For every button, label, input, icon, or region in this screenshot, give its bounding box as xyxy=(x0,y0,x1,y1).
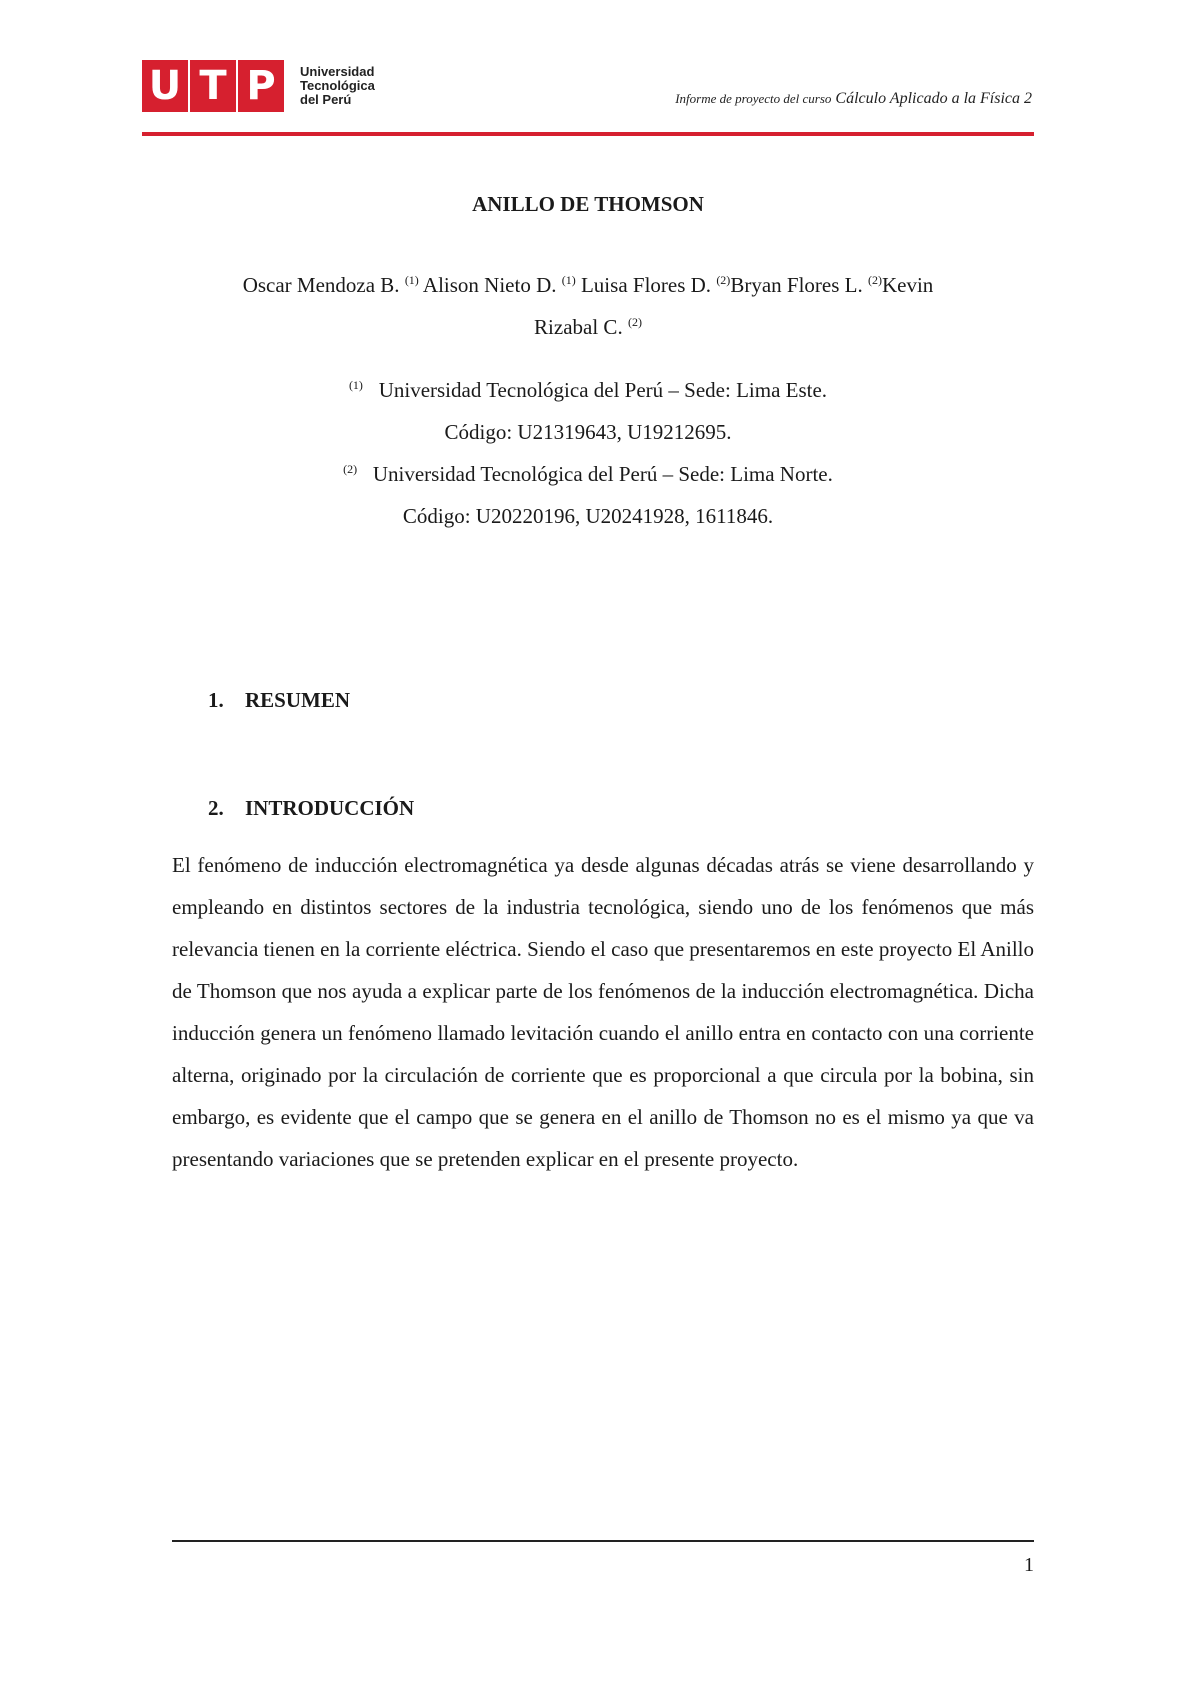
logo-letter-t: T xyxy=(190,60,236,112)
affiliation-1 xyxy=(142,369,1034,411)
author-name: Oscar Mendoza B. xyxy=(242,273,400,297)
header-caption-prefix: Informe de proyecto del curso xyxy=(675,91,832,106)
section-title: INTRODUCCIÓN xyxy=(245,796,415,820)
section-heading-resumen xyxy=(208,688,350,713)
logo-text-line-1: Universidad xyxy=(300,64,375,79)
footer-divider xyxy=(172,1540,1034,1542)
author-affiliation-mark: (1) xyxy=(561,273,576,287)
authors-line-1 xyxy=(142,264,1034,306)
affiliation-2 xyxy=(142,453,1034,495)
section-heading-introduccion xyxy=(208,796,414,821)
author-name: Bryan Flores L. xyxy=(730,273,863,297)
author-name-start: Kevin xyxy=(881,273,934,297)
affiliation-mark: (1) xyxy=(348,378,363,392)
affiliation-1-code: Código: U21319643, U19212695. xyxy=(444,420,732,444)
logo-letter-p: P xyxy=(238,60,284,112)
author-affiliation-mark: (2) xyxy=(627,315,642,329)
author-name-end: Rizabal C. xyxy=(534,315,623,339)
section-title: RESUMEN xyxy=(245,688,351,712)
author-name: Luisa Flores D. xyxy=(580,273,712,297)
logo-letter-u: U xyxy=(142,60,188,112)
affiliation-mark: (2) xyxy=(343,462,358,476)
section-number: 2. xyxy=(208,796,224,820)
page-number: 1 xyxy=(1024,1554,1034,1576)
header-caption xyxy=(675,90,1032,108)
logo-text xyxy=(300,65,375,107)
author-affiliation-mark: (2) xyxy=(716,273,731,287)
author-affiliation-mark: (2) xyxy=(867,273,882,287)
affiliation-text: Universidad Tecnológica del Perú – Sede: Lima Este. xyxy=(378,378,828,402)
section-number: 1. xyxy=(208,688,224,712)
header-divider xyxy=(142,132,1034,136)
header-caption-course: Cálculo Aplicado a la Física 2 xyxy=(835,90,1032,107)
logo-text-line-3: del Perú xyxy=(300,92,352,107)
affiliation-text: Universidad Tecnológica del Perú – Sede: Lima Norte. xyxy=(372,462,833,486)
author-affiliation-mark: (1) xyxy=(404,273,419,287)
document-title: ANILLO DE THOMSON xyxy=(472,192,704,216)
author-name: Alison Nieto D. xyxy=(422,273,557,297)
affiliation-2-code: Código: U20220196, U20241928, 1611846. xyxy=(402,504,774,528)
authors-line-2 xyxy=(142,306,1034,348)
utp-logo xyxy=(142,60,375,112)
introduction-paragraph: El fenómeno de inducción electromagnética ya desde algunas décadas atrás se viene desarrollando y empleando en distintos sectores de la industria tecnológica, siendo uno de los fenómenos que más relevancia tienen en la corriente eléctrica. Siendo el caso que presentaremos en este proyecto El Anillo de Thomson que nos ayuda a explicar parte de los fenómenos de la inducción electromagnética. Dicha inducción genera un fenómeno llamado levitación cuando el anillo entra en contacto con una corriente alterna, originado por la circulación de corriente que es proporcional a que circula por la bobina, sin embargo, es evidente que el campo que se genera en el anillo de Thomson no es el mismo ya que va presentando variaciones que se pretenden explicar en el presente proyecto. xyxy=(172,853,1034,1171)
logo-text-line-2: Tecnológica xyxy=(300,78,375,93)
